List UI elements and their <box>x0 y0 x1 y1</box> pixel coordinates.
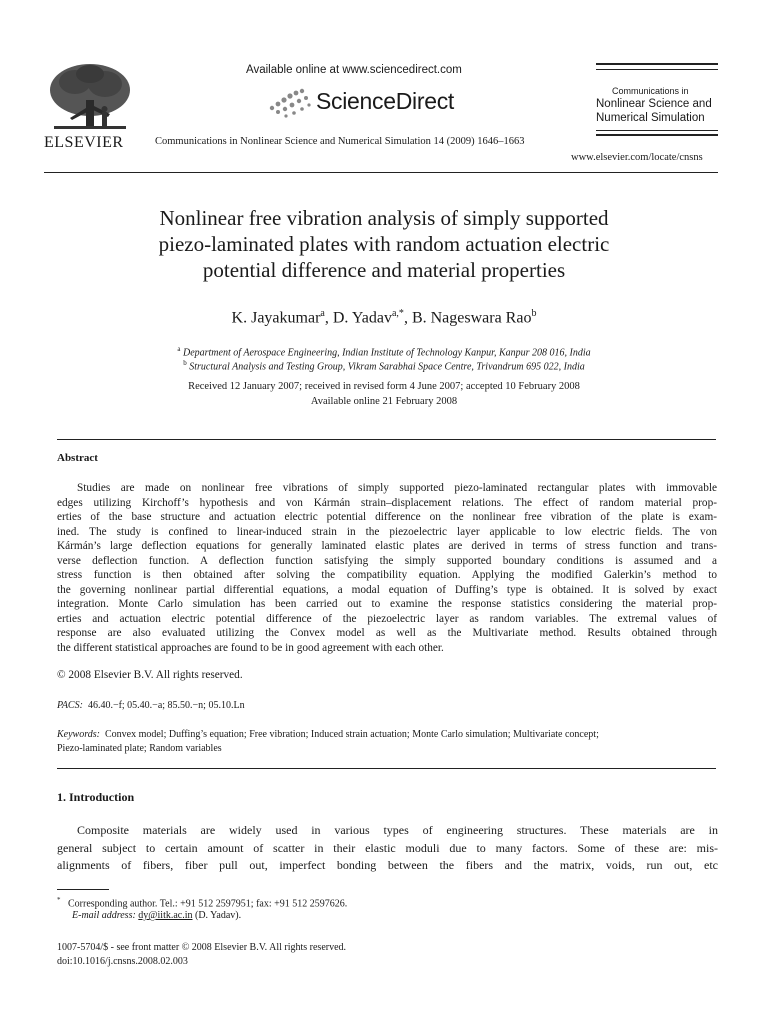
introduction-line: general subject to certain amount of scatter in their elastic moduli due to many factors. Some of these are: mis- <box>57 840 718 855</box>
introduction-line: Composite materials are widely used in various types of engineering structures. These materials are in <box>77 823 718 837</box>
keywords-label: Keywords: <box>57 729 100 740</box>
keywords <box>57 728 717 755</box>
affiliation-b <box>40 359 728 372</box>
abstract-line: erties of the base structure and actuation electric potential difference on the nonlinear free vibration of the plate is exam- <box>57 511 717 523</box>
footnote-corresponding-text: Corresponding author. Tel.: +91 512 2597951; fax: +91 512 2597626. <box>68 898 348 910</box>
abstract-line: edges utilizing Kirchoff’s hypothesis and von Kármán strain–displacement relations. The effect of random material prop- <box>57 496 717 509</box>
affiliation-text: Structural Analysis and Testing Group, Vikram Sarabhai Space Centre, Trivandrum 695 022, India <box>189 361 585 373</box>
received-dates: Received 12 January 2007; received in revised form 4 June 2007; accepted 10 February 2008 <box>188 381 580 392</box>
doi-line[interactable]: doi:10.1016/j.cnsns.2008.02.003 <box>57 956 188 967</box>
keywords-line-1: Convex model; Duffing’s equation; Free vibration; Induced strain actuation; Monte Carlo simulation; Multivariate concept; <box>104 729 599 740</box>
article-title-line-2: piezo-laminated plates with random actuation electric <box>158 232 610 256</box>
sciencedirect-brand: ScienceDirect <box>316 88 454 114</box>
available-online-date: Available online 21 February 2008 <box>310 396 458 407</box>
email-link[interactable]: dy@iitk.ac.in <box>138 910 193 921</box>
affiliation-text: Department of Aerospace Engineering, Indian Institute of Technology Kanpur, Kanpur 208 016, India <box>182 347 591 359</box>
article-title-line-3: potential difference and material properties <box>202 258 566 282</box>
abstract-line: stress function is then obtained after solving the compatibility equation. Applying the modified Galerkin’s method to <box>57 569 717 581</box>
pacs-codes <box>57 700 245 711</box>
article-title-line-1: Nonlinear free vibration analysis of simply supported <box>159 206 609 230</box>
abstract-line: the governing nonlinear partial differential equations, a modal equation of Duffing’s type is obtained. It is solved by exact <box>57 583 717 596</box>
issn-line: 1007-5704/$ - see front matter © 2008 Elsevier B.V. All rights reserved. <box>57 942 347 953</box>
journal-box-rule-bottom-thin <box>596 130 718 131</box>
journal-citation: Communications in Nonlinear Science and Numerical Simulation 14 (2009) 1646–1663 <box>155 136 525 147</box>
author-affiliation-mark: a <box>320 308 325 319</box>
introduction-line: alignments of fibers, fiber pull out, imperfect bonding between the fibers and the matrix, voids, run out, etc <box>57 858 718 872</box>
publisher-name: ELSEVIER <box>44 134 124 151</box>
footnote-email <box>72 910 241 921</box>
abstract-line: ined. The study is confined to linear-induced strain in the piezoelectric layer applicable to low electric fields. The von <box>57 525 717 538</box>
author-affiliation-mark[interactable]: a,* <box>391 308 404 319</box>
abstract-line: the different statistical approaches are found to be in good agreement with each other. <box>57 641 444 654</box>
introduction-body <box>57 822 718 875</box>
header-divider <box>44 172 718 173</box>
abstract-line: integration. Monte Carlo simulation has been carried out to examine the response statistics considering the material prop- <box>57 598 717 610</box>
email-suffix: (D. Yadav). <box>195 910 242 921</box>
abstract-line: verse deflection function. A deflection function satisfying the simply supported boundary conditions is assumed and a <box>57 554 717 567</box>
affiliation-a <box>40 345 728 358</box>
pacs-label: PACS: <box>57 700 83 711</box>
author-name: B. Nageswara Rao <box>411 309 532 327</box>
pacs-values: 46.40.−f; 05.40.−a; 85.50.−n; 05.10.Ln <box>87 700 245 711</box>
journal-url-link[interactable]: www.elsevier.com/locate/cnsns <box>571 152 703 163</box>
journal-box-rule-bottom-thick <box>596 134 718 136</box>
email-label: E-mail address: <box>72 910 136 921</box>
journal-box-name-line-1: Nonlinear Science and <box>596 98 712 110</box>
abstract-line: erties and actuation electric potential difference of the piezoelectric layer as random variables. The extremal values of <box>57 612 717 625</box>
journal-box-name-line-2: Numerical Simulation <box>596 112 705 124</box>
available-online-notice[interactable]: Available online at www.sciencedirect.com <box>246 64 462 76</box>
journal-box-communications-in: Communications in <box>612 86 689 96</box>
journal-box-rule-top-thin <box>596 69 718 70</box>
abstract-copyright: © 2008 Elsevier B.V. All rights reserved. <box>57 669 243 681</box>
abstract-line: response are also evaluated utilizing the Convex model as well as the Multivariate method. Results obtained through <box>57 627 717 639</box>
author-name: K. Jayakumar <box>231 309 321 327</box>
affiliation-mark: a <box>177 345 181 353</box>
keywords-line-2: Piezo-laminated plate; Random variables <box>57 742 222 754</box>
section-heading-introduction: 1. Introduction <box>57 790 135 804</box>
author-affiliation-mark: b <box>531 308 537 319</box>
footnote-mark: * <box>57 896 61 904</box>
author-name: D. Yadav <box>332 309 392 327</box>
journal-box-rule-top-thick <box>596 63 718 65</box>
abstract-body <box>57 481 717 655</box>
keywords-divider <box>57 768 716 769</box>
footnote-divider <box>57 889 109 890</box>
abstract-line: Kármán’s large deflection equations for generally laminated elastic plates are derived in terms of stress function and trans- <box>57 540 717 552</box>
abstract-heading: Abstract <box>57 452 98 464</box>
author-list: K. Jayakumar$^a$, D. Yadav$^{a,*}$, B. Nageswara Rao$^b$ <box>231 308 537 327</box>
abstract-line: Studies are made on nonlinear free vibrations of simply supported piezo-laminated rectangular plates with immovable <box>77 482 717 494</box>
affiliation-mark: b <box>183 359 187 367</box>
footnote-corresponding-author <box>57 896 347 909</box>
abstract-divider <box>57 439 716 440</box>
